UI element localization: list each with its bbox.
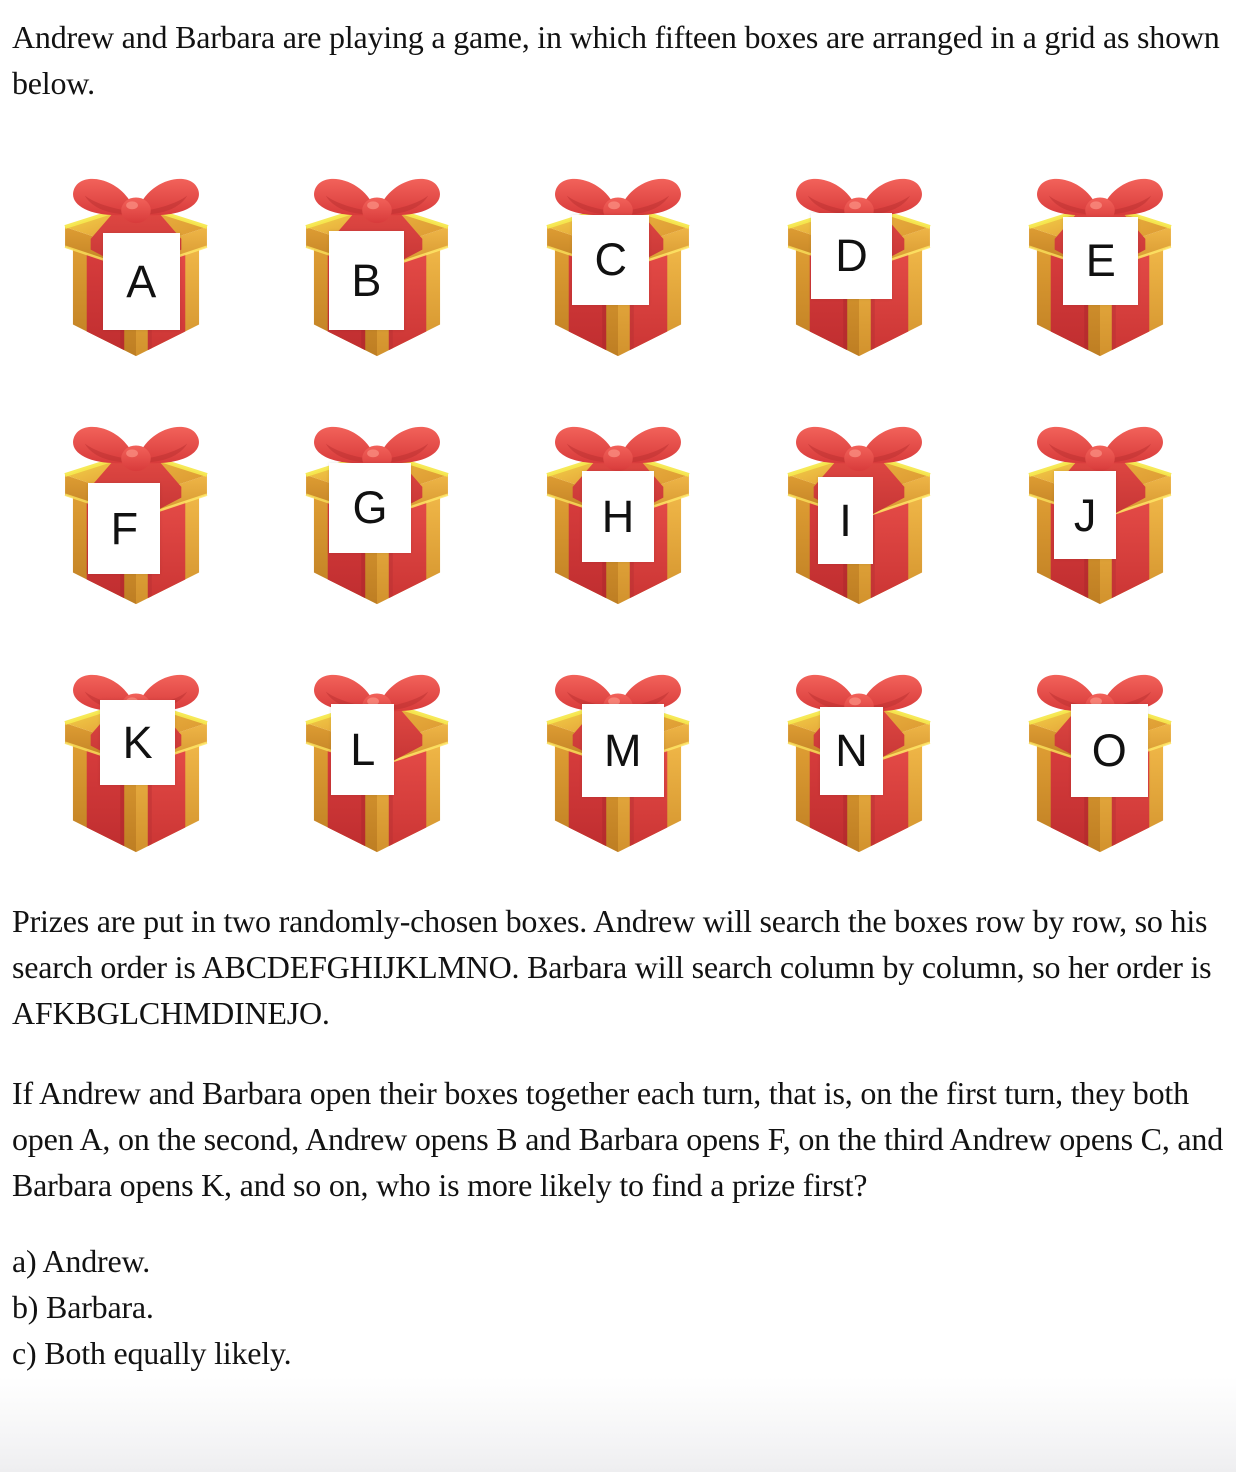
- gift-label-card: [1071, 704, 1148, 797]
- gift-letter: D: [835, 230, 868, 282]
- gift-grid: [16, 160, 1220, 858]
- gift-box-n: [738, 656, 979, 858]
- gift-letter: L: [350, 724, 376, 776]
- gift-label-card: [818, 477, 873, 564]
- option-c: c) Both equally likely.: [12, 1335, 292, 1371]
- gift-box-m: [498, 656, 739, 858]
- gift-letter: N: [835, 725, 868, 777]
- gift-letter: G: [352, 482, 388, 534]
- gift-letter: I: [839, 494, 852, 546]
- gift-box-g: [257, 408, 498, 610]
- question-paragraph: If Andrew and Barbara open their boxes together each turn, that is, on the first turn, they both open A, on the second, Andrew opens B and Barbara opens F, on the third Andrew opens C, and Barbara opens K, and so on, who is more likely to find a prize first?: [12, 1075, 1224, 1203]
- gift-box-o: [979, 656, 1220, 858]
- gift-label-card: [820, 707, 883, 796]
- gift-label-card: [582, 704, 664, 797]
- gift-letter: C: [594, 234, 627, 286]
- bottom-fade-overlay: [0, 1377, 1236, 1472]
- gift-label-card: [582, 471, 654, 562]
- gift-box-k: [16, 656, 257, 858]
- intro-paragraph: Andrew and Barbara are playing a game, in which fifteen boxes are arranged in a grid as shown below.: [12, 19, 1220, 101]
- gift-label-card: [331, 704, 394, 795]
- gift-box-l: [257, 656, 498, 858]
- gift-box-h: [498, 408, 739, 610]
- gift-letter: O: [1091, 725, 1127, 777]
- gift-letter: H: [601, 490, 635, 542]
- gift-label-card: [329, 463, 411, 554]
- gift-label-card: [100, 700, 175, 785]
- gift-letter: F: [110, 502, 139, 554]
- gift-letter: J: [1073, 489, 1097, 541]
- gift-label-card: [329, 231, 404, 330]
- gift-letter: B: [351, 254, 382, 306]
- gift-box-b: [257, 160, 498, 362]
- gift-label-card: [88, 483, 160, 574]
- option-a: a) Andrew.: [12, 1243, 151, 1279]
- gift-label-card: [1063, 217, 1138, 306]
- gift-box-i: [738, 408, 979, 610]
- gift-letter: M: [604, 725, 642, 777]
- gift-box-f: [16, 408, 257, 610]
- prizes-paragraph: Prizes are put in two randomly-chosen boxes. Andrew will search the boxes row by row, so his search order is ABCDEFGHIJKLMNO. Barbara will search column by column, so her order is AFKBGLCHMDINEJO.: [12, 903, 1212, 1031]
- gift-letter: K: [122, 717, 153, 769]
- gift-label-card: [1054, 471, 1117, 560]
- gift-box-a: [16, 160, 257, 362]
- gift-letter: E: [1085, 235, 1116, 287]
- option-b: b) Barbara.: [12, 1289, 154, 1325]
- gift-label-card: [811, 213, 893, 300]
- gift-box-d: [738, 160, 979, 362]
- gift-label-card: [103, 233, 180, 330]
- gift-label-card: [572, 215, 649, 306]
- gift-letter: A: [126, 255, 157, 307]
- gift-box-j: [979, 408, 1220, 610]
- gift-box-c: [498, 160, 739, 362]
- gift-box-e: [979, 160, 1220, 362]
